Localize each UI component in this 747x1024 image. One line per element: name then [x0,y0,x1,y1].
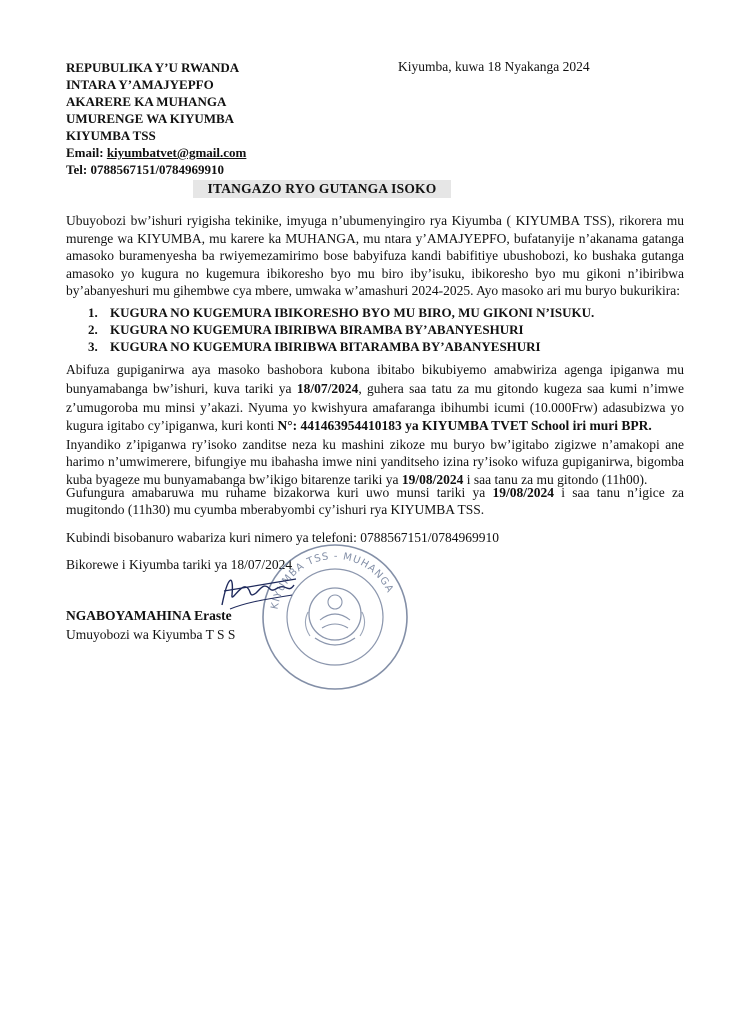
notice-title: ITANGAZO RYO GUTANGA ISOKO [193,180,451,198]
tel-line: Tel: 0788567151/0784969910 [66,162,225,177]
list-item [88,321,594,338]
contact-line: Kubindi bisobanuro wabariza kuri nimero ya telefoni: 0788567151/0784969910 [66,530,500,545]
deadline-date: 19/08/2024 [401,471,464,487]
email-line [66,144,246,161]
list-number: 3. [88,339,98,354]
list-text: KUGURA NO KUGEMURA IBIRIBWA BITARAMBA BY’ABANYESHURI [110,339,541,354]
stamp-ring-text: KIYUMBA TSS - MUHANGA [269,550,396,611]
list-number: 2. [88,322,98,337]
submission-paragraph [66,436,684,488]
letterhead-line: REPUBULIKA Y’U RWANDA [66,60,240,75]
letterhead-line: INTARA Y’AMAJYEPFO [66,77,214,92]
letterhead-line: UMURENGE WA KIYUMBA [66,111,235,126]
paragraph-text: Gufungura amabaruwa mu ruhame bizakorwa kuri uwo munsi tariki ya [66,485,493,500]
opening-paragraph [66,484,684,519]
letter-date: Kiyumba, kuwa 18 Nyakanga 2024 [398,59,590,74]
tender-documents-paragraph [66,361,684,436]
paragraph-text: i saa tanu za mu gitondo (11h00). [463,471,648,487]
email-label: Email: [66,145,107,160]
lots-list [88,304,594,355]
letterhead-line: AKARERE KA MUHANGA [66,94,227,109]
signed-place-date: Bikorewe i Kiyumba tariki ya 18/07/2024 [66,557,293,572]
intro-paragraph: Ubuyobozi bw’ishuri ryigisha tekinike, imyuga n’ubumenyingiro rya Kiyumba ( KIYUMBA TSS), rikorera mu murenge wa KIYUMBA, mu karere ka MUHANGA, mu ntara y’AMAJYEPFO, bufatanyije n’akanama gatanga amasoko buramenyesha ba rwiyemezamirimo bose babyifuza kandi babifitiye ubushobozi, ko bushaka gutanga amasoko yo kugura no kugemura ibikoresho byo mu biro iby’isuku, ibikoresho byo mu gikoni n’ibiribwa by’abanyeshuri mu gihembwe cya mbere, umwaka w’amashuri 2024-2025. Ayo masoko ari mu buryo bukurikira: [66,213,684,299]
list-text: KUGURA NO KUGEMURA IBIKORESHO BYO MU BIRO, MU GIKONI N’ISUKU. [110,305,595,320]
signer-role: Umuyobozi wa Kiyumba T S S [66,627,236,642]
opening-date: 19/08/2024 [492,485,554,500]
paragraph-text: i saa tanu n’igice za mugitondo (11h30) mu cyumba mberabyombi cy’ishuri rya KIYUMBA TSS. [66,485,684,518]
start-date: 18/07/2024 [296,380,359,396]
paragraph-text: , guhera saa tatu za mu gitondo kugeza saa kumi n’imwe z’umugoroba mu minsi y’akazi. Nyuma yo kwishyura amafaranga ibihumbi icumi (10.000Frw) adasubizwa yo kugura igitabo cy’ipiganwa, kuri konti [66,380,684,434]
bank-account: N°: 441463954410183 ya KIYUMBA TVET School iri muri BPR. [277,418,652,434]
signer-block [66,606,235,644]
email-link[interactable]: kiyumbatvet@gmail.com [106,145,247,160]
list-number: 1. [88,305,98,320]
list-text: KUGURA NO KUGEMURA IBIRIBWA BIRAMBA BY’ABANYESHURI [110,322,524,337]
paragraph-text: Abifuza gupiganirwa aya masoko bashobora kubona ibitabo bikubiyemo amabwiriza agenga ipiganwa mu bunyamabanga bw’ishuri, kuva tariki ya [66,362,684,396]
paragraph-text: Inyandiko z’ipiganwa ry’isoko zanditse neza ku mashini zikoze mu buryo bw’igitabo zigizwe n’amakopi ane harimo n’umwimerere, bifungiye mu ibahasha imwe nini yanditseho izina ry’isoko wifuza gupiganirwa, bigomba kuba byageze mu bunyamabanga bw’ikigo bitarenze tariki ya [66,437,684,487]
letterhead [66,59,246,178]
list-item [88,304,594,321]
signer-name: NGABOYAMAHINA Eraste [66,608,232,623]
letterhead-line: KIYUMBA TSS [66,128,156,143]
list-item [88,338,594,355]
